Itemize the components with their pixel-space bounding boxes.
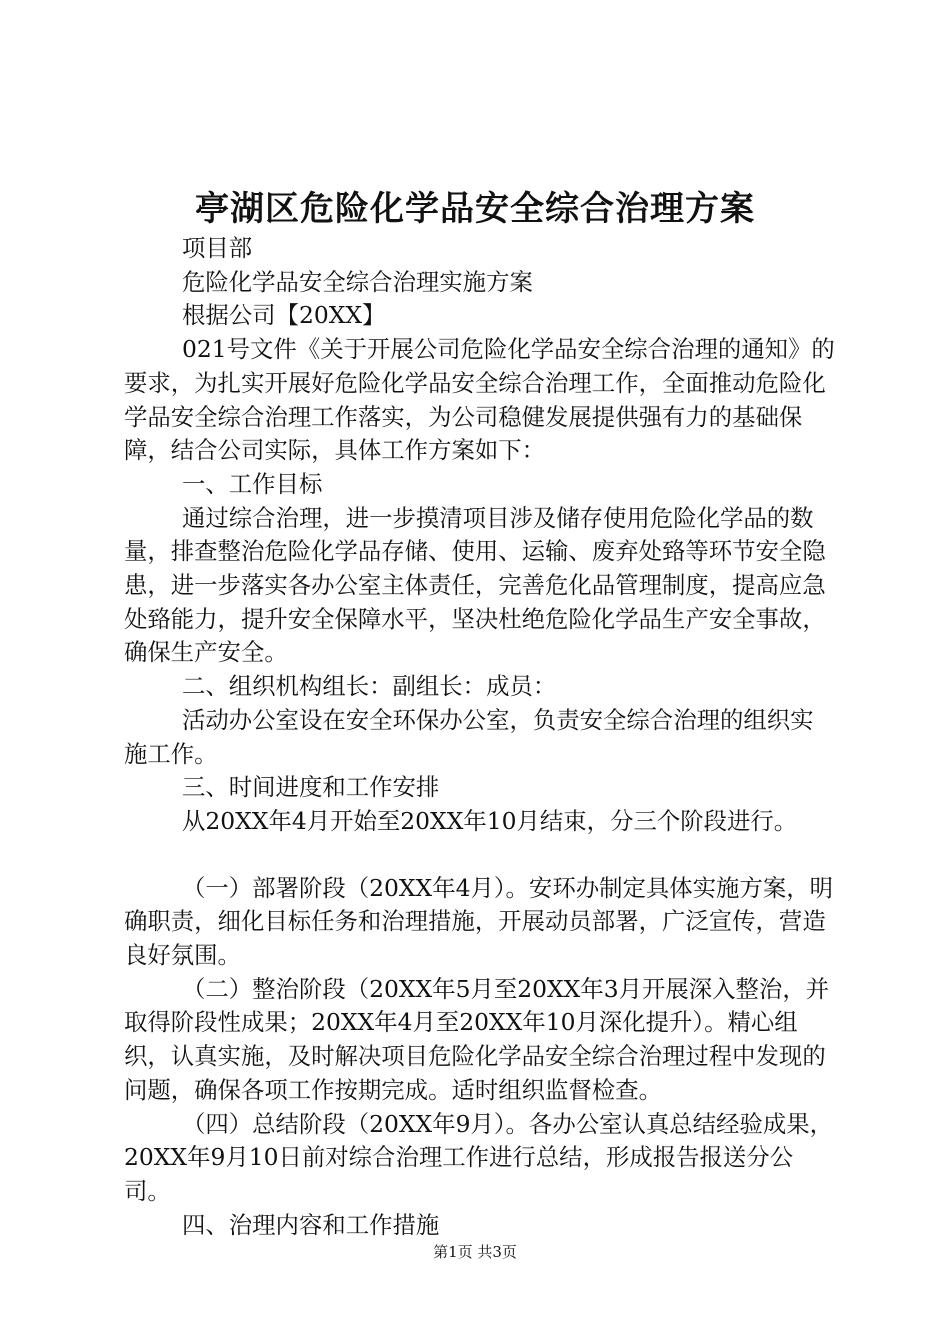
paragraph: 危险化学品安全综合治理实施方案 (182, 267, 533, 296)
section-heading: 三、时间进度和工作安排 (182, 773, 440, 802)
paragraph: 活动办公室设在安全环保办公室，负责安全综合治理的组织实施工作。 (124, 705, 814, 768)
section-heading: 四、治理内容和工作措施 (182, 1210, 440, 1239)
paragraph: （二）整治阶段（20XX年5月至20XX年3月开展深入整治，并取得阶段性成果；20XX年4月至20XX年10月深化提升）。精心组织，认真实施，及时解决项目危险化学品安全综合治理过程中发现的问题，确保各项工作按期完成。适时组织监督检查。 (124, 974, 830, 1104)
document-title: 亭湖区危险化学品安全综合治理方案 (195, 189, 755, 229)
paragraph: 通过综合治理，进一步摸清项目涉及储存使用危险化学品的数量，排查整治危险化学品存储、使用、运输、废弃处臵等环节安全隐患，进一步落实各办公室主体责任，完善危化品管理制度，提高应急处臵能力，提升安全保障水平，坚决杜绝危险化学品生产安全事故，确保生产安全。 (124, 503, 826, 667)
paragraph: 021号文件《关于开展公司危险化学品安全综合治理的通知》的要求，为扎实开展好危险化学品安全综合治理工作，全面推动危险化学品安全综合治理工作落实，为公司稳健发展提供强有力的基础保障，结合公司实际，具体工作方案如下： (124, 335, 835, 465)
paragraph: （一）部署阶段（20XX年4月）。安环办制定具体实施方案，明确职责，细化目标任务和治理措施，开展动员部署，广泛宣传，营造良好氛围。 (124, 873, 834, 970)
paragraph: 根据公司【20XX】 (182, 301, 386, 330)
paragraph: （四）总结阶段（20XX年9月）。各办公室认真总结经验成果，20XX年9月10日前对综合治理工作进行总结，形成报告报送分公司。 (124, 1109, 834, 1205)
paragraph: 从20XX年4月开始至20XX年10月结束，分三个阶段进行。 (182, 806, 798, 835)
paragraph: 项目部 (182, 234, 253, 262)
page-footer: 第1页 共3页 (433, 1243, 517, 1261)
section-heading: 二、组织机构组长：副组长：成员： (182, 672, 557, 701)
section-heading: 一、工作目标 (182, 469, 323, 498)
document-body (124, 232, 836, 1242)
